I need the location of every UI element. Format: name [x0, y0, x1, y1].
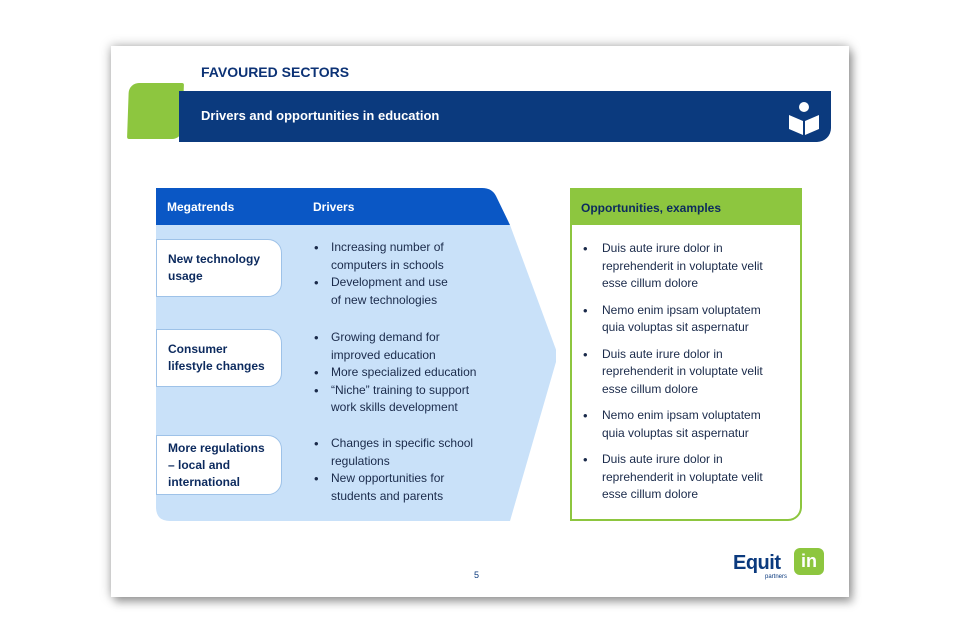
drivers-list-regulations [314, 435, 473, 505]
driver-item: • More specialized education [314, 364, 476, 382]
drivers-list-technology [314, 239, 448, 309]
megatrends-drivers-panel [156, 188, 556, 521]
opportunities-panel [570, 188, 802, 521]
driver-item: • Development and use of new technologies [314, 274, 448, 309]
opportunities-header-label: Opportunities, examples [581, 201, 722, 215]
megatrends-header: Megatrends [167, 200, 235, 214]
opportunity-item: • Duis aute irure dolor in reprehenderit in voluptate velit esse cillum dolore [582, 240, 792, 293]
slide-title: FAVOURED SECTORS [201, 64, 350, 80]
drivers-list-lifestyle [314, 329, 476, 417]
company-logo [733, 548, 829, 582]
megatrend-label: More regulations – local and international [168, 440, 265, 489]
opportunities-header [570, 188, 802, 225]
megatrend-box-lifestyle [156, 329, 282, 387]
opportunity-item: • Duis aute irure dolor in reprehenderit in voluptate velit esse cillum dolore [582, 451, 792, 504]
opportunity-item: • Nemo enim ipsam voluptatem quia voluptas sit aspernatur [582, 407, 792, 442]
opportunity-item: • Nemo enim ipsam voluptatem quia voluptas sit aspernatur [582, 302, 792, 337]
logo-tagline: partners [765, 574, 788, 580]
megatrend-label: New technology usage [168, 252, 261, 283]
page-number: 5 [474, 570, 480, 580]
opportunity-item: • Duis aute irure dolor in reprehenderit in voluptate velit esse cillum dolore [582, 346, 792, 399]
megatrend-box-technology [156, 239, 282, 297]
slide [111, 46, 849, 597]
subtitle-band [179, 91, 831, 142]
green-accent-tab [127, 83, 184, 139]
driver-item: • “Niche” training to support work skills development [314, 382, 476, 417]
opportunities-list [582, 240, 792, 513]
logo-accent: in [794, 548, 824, 575]
driver-item: • New opportunities for students and parents [314, 470, 473, 505]
book-person-icon [787, 99, 821, 137]
drivers-header: Drivers [313, 200, 355, 214]
megatrend-box-regulations [156, 435, 282, 495]
driver-item: • Increasing number of computers in schools [314, 239, 448, 274]
driver-item: • Changes in specific school regulations [314, 435, 473, 470]
slide-subtitle: Drivers and opportunities in education [201, 108, 440, 123]
logo-wordmark: Equit [733, 552, 781, 574]
panel-header [156, 188, 496, 225]
driver-item: • Growing demand for improved education [314, 329, 476, 364]
megatrend-label: Consumer lifestyle changes [168, 342, 265, 373]
